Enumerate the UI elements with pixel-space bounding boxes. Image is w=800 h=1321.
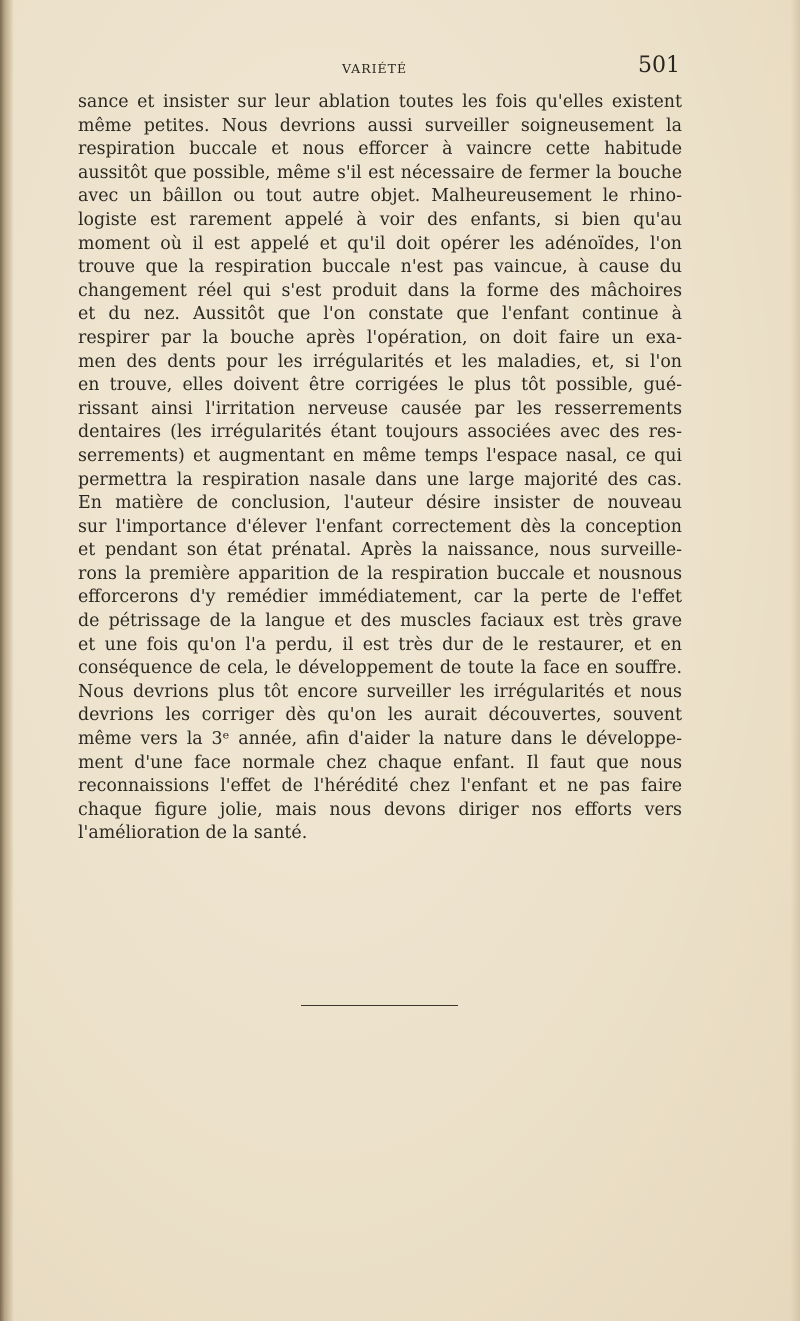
section-divider-rule (301, 1005, 458, 1006)
text-line: serrements) et augmentant en même temps l'espace nasal, ce qui (78, 445, 682, 466)
text-line: sance et insister sur leur ablation toutes les fois qu'elles existent (78, 92, 682, 112)
text-line: en trouve, elles doivent être corrigées le plus tôt possible, gué- (78, 375, 682, 396)
running-title: VARIÉTÉ (342, 61, 408, 76)
text-line: reconnaissions l'effet de l'hérédité chez l'enfant et ne pas faire (78, 776, 682, 797)
text-line: logiste est rarement appelé à voir des enfants, si bien qu'au (78, 209, 682, 230)
text-line: même vers la 3ᵉ année, afin d'aider la nature dans le développe- (78, 729, 682, 750)
text-line: dentaires (les irrégularités étant toujours associées avec des res- (78, 422, 682, 443)
text-line: rons la première apparition de la respiration buccale et nousnous (78, 563, 682, 584)
text-line: permettra la respiration nasale dans une large majorité des cas. (78, 469, 682, 490)
text-line: En matière de conclusion, l'auteur désire insister de nouveau (78, 493, 682, 514)
text-line: respirer par la bouche après l'opération, on doit faire un exa- (78, 327, 682, 348)
text-line: Nous devrions plus tôt encore surveiller les irrégularités et nous (78, 681, 682, 702)
text-line: moment où il est appelé et qu'il doit opérer les adénoïdes, l'on (78, 233, 682, 254)
body-paragraph (78, 91, 682, 846)
text-line: efforcerons d'y remédier immédiatement, car la perte de l'effet (78, 587, 682, 608)
text-line: men des dents pour les irrégularités et les maladies, et, si l'on (78, 351, 682, 372)
text-line: conséquence de cela, le développement de toute la face en souffre. (78, 658, 682, 679)
text-line: aussitôt que possible, même s'il est nécessaire de fermer la bouche (78, 162, 682, 183)
running-head (80, 53, 680, 81)
text-line-last: l'amélioration de la santé. (78, 823, 308, 844)
text-line: et pendant son état prénatal. Après la naissance, nous surveille- (78, 540, 682, 561)
text-line: et une fois qu'on l'a perdu, il est très dur de le restaurer, et en (78, 634, 682, 655)
text-line: changement réel qui s'est produit dans la forme des mâchoires (78, 280, 682, 301)
page-edge (790, 0, 800, 1321)
text-line: rissant ainsi l'irritation nerveuse causée par les resserrements (78, 398, 682, 419)
text-line: chaque figure jolie, mais nous devons diriger nos efforts vers (78, 799, 682, 820)
text-line: avec un bâillon ou tout autre objet. Malheureusement le rhino- (78, 186, 682, 207)
text-line: de pétrissage de la langue et des muscles faciaux est très grave (78, 611, 682, 632)
text-line: trouve que la respiration buccale n'est pas vaincue, à cause du (78, 257, 682, 278)
text-line: ment d'une face normale chez chaque enfant. Il faut que nous (78, 752, 682, 773)
binding-shadow (0, 0, 14, 1321)
text-line: et du nez. Aussitôt que l'on constate que l'enfant continue à (78, 304, 682, 325)
text-line: devrions les corriger dès qu'on les aurait découvertes, souvent (78, 705, 682, 726)
text-line: respiration buccale et nous efforcer à vaincre cette habitude (78, 139, 682, 160)
page-number: 501 (638, 53, 680, 78)
text-line: même petites. Nous devrions aussi surveiller soigneusement la (78, 115, 682, 136)
text-line: sur l'importance d'élever l'enfant correctement dès la conception (78, 516, 682, 537)
